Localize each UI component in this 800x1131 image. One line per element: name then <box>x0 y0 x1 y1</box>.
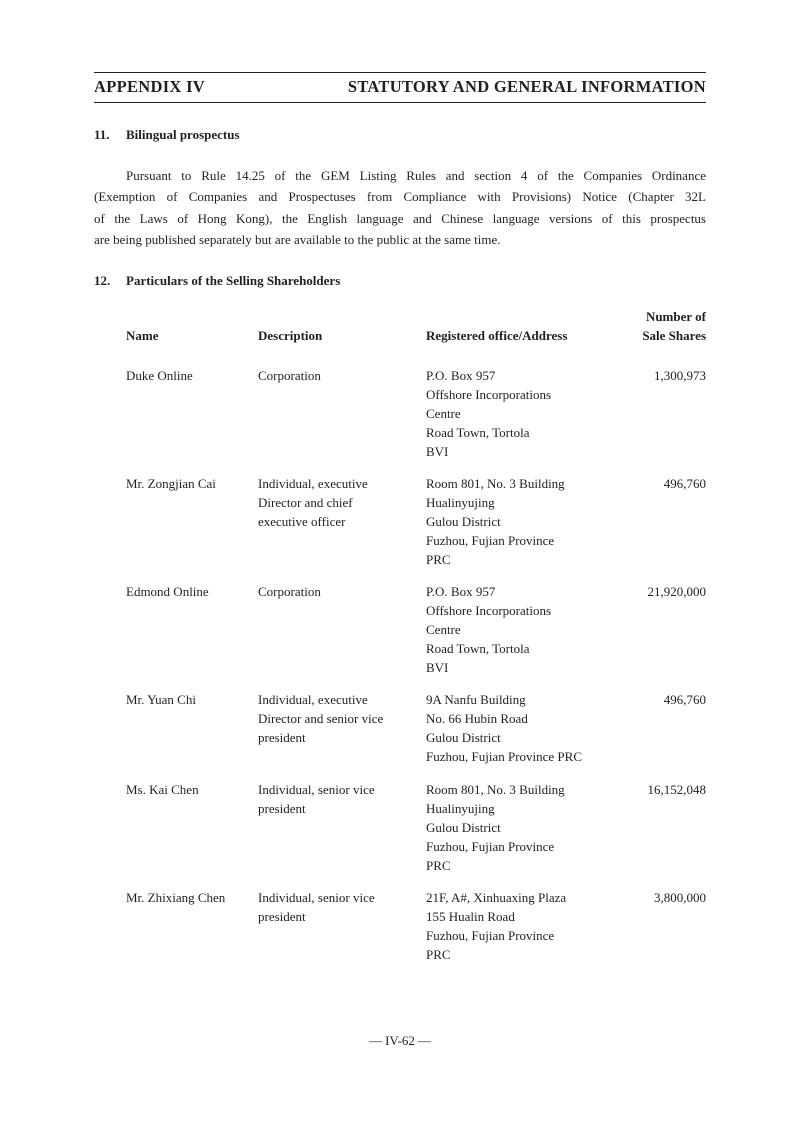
sale-shares-count: 16,152,048 <box>647 782 706 797</box>
section-12-number: 12. <box>94 273 111 288</box>
description-line: president <box>258 909 306 924</box>
shareholder-description <box>258 582 321 601</box>
shareholder-description <box>258 366 321 385</box>
address-line: 9A Nanfu Building <box>426 692 526 707</box>
shareholder-description <box>258 888 375 926</box>
description-line: Individual, executive <box>258 692 368 707</box>
appendix-label: APPENDIX IV <box>94 77 206 96</box>
address-line: PRC <box>426 858 451 873</box>
address-line: Hualinyujing <box>426 801 495 816</box>
shareholder-address <box>426 582 551 677</box>
description-line: Individual, executive <box>258 476 368 491</box>
shareholder-address <box>426 690 582 766</box>
column-header-name: Name <box>126 328 159 343</box>
column-header-shares-line2: Sale Shares <box>642 328 706 343</box>
shareholder-name: Edmond Online <box>126 584 209 599</box>
address-line: P.O. Box 957 <box>426 584 496 599</box>
sale-shares-count: 3,800,000 <box>654 890 706 905</box>
description-line: Corporation <box>258 584 321 599</box>
shareholder-name: Duke Online <box>126 368 193 383</box>
address-line: Gulou District <box>426 514 501 529</box>
description-line: Director and chief <box>258 495 353 510</box>
shareholder-name: Ms. Kai Chen <box>126 782 199 797</box>
paragraph-line: (Exemption of Companies and Prospectuses from Compliance with Provisions) Notice (Chapter 32L <box>94 189 706 205</box>
address-line: No. 66 Hubin Road <box>426 711 528 726</box>
column-header-address: Registered office/Address <box>426 328 568 343</box>
description-line: Individual, senior vice <box>258 782 375 797</box>
address-line: Fuzhou, Fujian Province <box>426 928 555 943</box>
section-heading: STATUTORY AND GENERAL INFORMATION <box>347 77 706 96</box>
header-top-rule <box>94 72 706 73</box>
sale-shares-count: 496,760 <box>663 476 706 491</box>
address-line: Offshore Incorporations <box>426 603 552 618</box>
bilingual-prospectus-paragraph <box>94 165 706 250</box>
shareholder-address <box>426 780 565 875</box>
shareholder-name: Mr. Zhixiang Chen <box>126 890 226 905</box>
shareholder-description <box>258 474 368 531</box>
shareholder-address <box>426 888 566 964</box>
address-line: Offshore Incorporations <box>426 387 552 402</box>
address-line: Gulou District <box>426 820 501 835</box>
paragraph-line: Pursuant to Rule 14.25 of the GEM Listing Rules and section 4 of the Companies Ordinance <box>126 168 706 183</box>
description-line: Director and senior vice <box>258 711 384 726</box>
address-line: BVI <box>426 660 449 675</box>
address-line: PRC <box>426 947 451 962</box>
address-line: Centre <box>426 622 461 637</box>
column-header-shares-line1: Number of <box>645 309 706 324</box>
address-line: Room 801, No. 3 Building <box>426 476 565 491</box>
shareholder-name: Mr. Zongjian Cai <box>126 476 216 491</box>
page-number: — IV-62 — <box>368 1033 432 1048</box>
address-line: Gulou District <box>426 730 501 745</box>
section-11-number: 11. <box>94 127 110 142</box>
section-11-title: Bilingual prospectus <box>126 127 240 142</box>
sale-shares-count: 496,760 <box>663 692 706 707</box>
shareholder-description <box>258 780 375 818</box>
sale-shares-count: 1,300,973 <box>654 368 706 383</box>
description-line: president <box>258 801 306 816</box>
description-line: executive officer <box>258 514 346 529</box>
column-header-description: Description <box>258 328 323 343</box>
address-line: Fuzhou, Fujian Province PRC <box>426 749 583 764</box>
address-line: 155 Hualin Road <box>426 909 515 924</box>
address-line: BVI <box>426 444 449 459</box>
sale-shares-count: 21,920,000 <box>647 584 706 599</box>
address-line: Centre <box>426 406 461 421</box>
address-line: Fuzhou, Fujian Province <box>426 839 555 854</box>
address-line: P.O. Box 957 <box>426 368 496 383</box>
shareholder-description <box>258 690 383 747</box>
address-line: Hualinyujing <box>426 495 495 510</box>
address-line: PRC <box>426 552 451 567</box>
paragraph-line: are being published separately but are available to the public at the same time. <box>94 231 501 247</box>
shareholder-address <box>426 474 565 569</box>
header-bottom-rule <box>94 102 706 103</box>
address-line: Road Town, Tortola <box>426 425 530 440</box>
section-12-title: Particulars of the Selling Shareholders <box>126 273 341 288</box>
column-header-shares <box>642 307 706 345</box>
address-line: Room 801, No. 3 Building <box>426 782 565 797</box>
description-line: Individual, senior vice <box>258 890 375 905</box>
shareholder-address <box>426 366 551 461</box>
address-line: Fuzhou, Fujian Province <box>426 533 555 548</box>
description-line: Corporation <box>258 368 321 383</box>
description-line: president <box>258 730 306 745</box>
address-line: 21F, A#, Xinhuaxing Plaza <box>426 890 567 905</box>
address-line: Road Town, Tortola <box>426 641 530 656</box>
paragraph-line: of the Laws of Hong Kong), the English language and Chinese language versions of this prospectus <box>94 210 706 226</box>
shareholder-name: Mr. Yuan Chi <box>126 692 196 707</box>
